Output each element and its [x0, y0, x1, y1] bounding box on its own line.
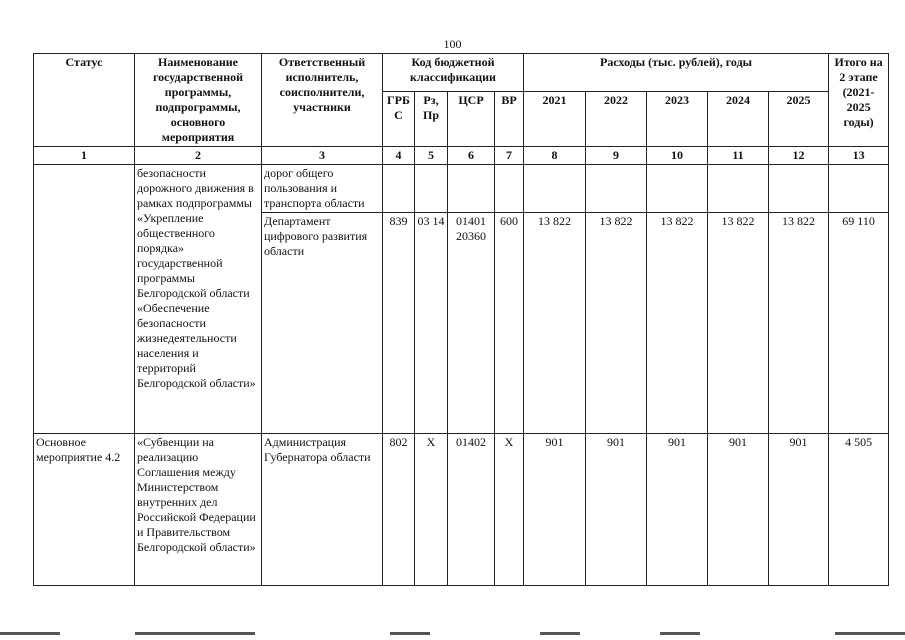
row-rz-pr: 03 14	[415, 213, 448, 434]
header-program-name: Наименование государственной программы, подпрограммы, основного мероприятия	[135, 54, 262, 147]
header-status: Статус	[34, 54, 135, 147]
column-number: 11	[708, 147, 769, 165]
scan-edge-line	[835, 632, 905, 635]
column-number: 3	[262, 147, 383, 165]
scan-edge-line	[540, 632, 580, 635]
header-budget-code: Код бюджетной классификации	[383, 54, 524, 92]
header-executor: Ответственный исполнитель, соисполнители, участники	[262, 54, 383, 147]
row-csr: 01402	[448, 434, 495, 586]
row-executor: Департамент цифрового развития области	[262, 213, 383, 434]
row-grbs: 839	[383, 213, 415, 434]
scan-edge-line	[390, 632, 430, 635]
row-value-2025	[769, 165, 829, 213]
column-number: 8	[524, 147, 586, 165]
header-rz-pr: Рз, Пр	[415, 92, 448, 147]
header-expenses: Расходы (тыс. рублей), годы	[524, 54, 829, 92]
row-value-2023: 901	[647, 434, 708, 586]
column-number: 13	[829, 147, 889, 165]
column-number: 5	[415, 147, 448, 165]
row-value-2021: 901	[524, 434, 586, 586]
row-total	[829, 165, 889, 213]
row-vr	[495, 165, 524, 213]
header-year-2022: 2022	[586, 92, 647, 147]
row-total: 69 110	[829, 213, 889, 434]
row-value-2024	[708, 165, 769, 213]
row-executor: Администрация Губернатора области	[262, 434, 383, 586]
row-value-2022	[586, 165, 647, 213]
budget-table	[33, 53, 889, 586]
header-vr: ВР	[495, 92, 524, 147]
header-row-1	[34, 54, 889, 92]
column-number: 2	[135, 147, 262, 165]
row-value-2025: 901	[769, 434, 829, 586]
row-vr: Х	[495, 434, 524, 586]
column-number: 4	[383, 147, 415, 165]
scan-edge-line	[135, 632, 255, 635]
row-total: 4 505	[829, 434, 889, 586]
column-number: 1	[34, 147, 135, 165]
column-number: 6	[448, 147, 495, 165]
column-number: 9	[586, 147, 647, 165]
row-value-2025: 13 822	[769, 213, 829, 434]
row-value-2021	[524, 165, 586, 213]
column-number: 10	[647, 147, 708, 165]
row-program-name: безопасности дорожного движения в рамках подпрограммы «Укрепление общественного порядка» государственной программы Белгородской области «Обеспечение безопасности жизнедеятельности населения и территорий Белгородской области»	[135, 165, 262, 434]
row-csr	[448, 165, 495, 213]
column-number-row	[34, 147, 889, 165]
header-grbs: ГРБ С	[383, 92, 415, 147]
header-total: Итого на 2 этапе (2021-2025 годы)	[829, 54, 889, 147]
table-row	[34, 165, 889, 213]
page-number: 100	[443, 37, 462, 51]
header-year-2024: 2024	[708, 92, 769, 147]
row-status	[34, 165, 135, 434]
row-value-2023	[647, 165, 708, 213]
row-csr: 01401 20360	[448, 213, 495, 434]
row-program-name: «Субвенции на реализацию Соглашения между Министерством внутренних дел Российской Федерации и Правительством Белгородской области»	[135, 434, 262, 586]
header-year-2021: 2021	[524, 92, 586, 147]
row-rz-pr	[415, 165, 448, 213]
header-year-2025: 2025	[769, 92, 829, 147]
row-grbs	[383, 165, 415, 213]
column-number: 7	[495, 147, 524, 165]
row-executor: дорог общего пользования и транспорта области	[262, 165, 383, 213]
row-value-2022: 13 822	[586, 213, 647, 434]
header-csr: ЦСР	[448, 92, 495, 147]
row-value-2021: 13 822	[524, 213, 586, 434]
scan-edge-line	[0, 632, 60, 635]
scan-edge-line	[660, 632, 700, 635]
row-vr: 600	[495, 213, 524, 434]
header-year-2023: 2023	[647, 92, 708, 147]
row-value-2024: 13 822	[708, 213, 769, 434]
row-value-2022: 901	[586, 434, 647, 586]
row-rz-pr: Х	[415, 434, 448, 586]
table-row	[34, 434, 889, 586]
column-number: 12	[769, 147, 829, 165]
row-grbs: 802	[383, 434, 415, 586]
row-value-2023: 13 822	[647, 213, 708, 434]
row-value-2024: 901	[708, 434, 769, 586]
row-status: Основное мероприятие 4.2	[34, 434, 135, 586]
